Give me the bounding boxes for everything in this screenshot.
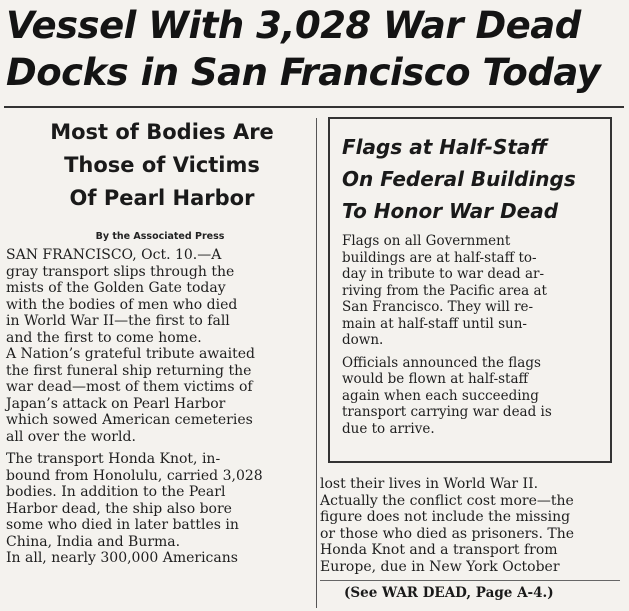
sidebar-paragraph-1 bbox=[342, 233, 604, 349]
subhead-line-2: Those of Victims bbox=[64, 153, 260, 177]
continuation-line: Actually the conflict cost more—the bbox=[320, 492, 574, 509]
sidebar-line: day in tribute to war dead ar- bbox=[342, 266, 545, 282]
story-line: war dead—most of them victims of bbox=[6, 379, 253, 395]
sidebar-line: would be flown at half-staff bbox=[342, 371, 529, 387]
sidebar-box bbox=[328, 117, 612, 463]
sidebar-paragraph-2 bbox=[342, 355, 604, 438]
sidebar-title-line-1: Flags at Half-Staff bbox=[342, 135, 548, 159]
sidebar-line: riving from the Pacific area at bbox=[342, 282, 547, 299]
jump-rule bbox=[320, 580, 620, 581]
continuation-paragraph bbox=[320, 476, 620, 575]
subheadline bbox=[22, 116, 302, 215]
column-divider bbox=[316, 118, 317, 608]
sidebar-body bbox=[342, 233, 604, 437]
sidebar-line: Officials announced the flags bbox=[342, 354, 541, 371]
story-line: A Nation’s grateful tribute awaited bbox=[6, 346, 255, 362]
headline-rule bbox=[4, 106, 624, 108]
headline-line-2: Docks in San Francisco Today bbox=[6, 51, 601, 94]
story-paragraph-2 bbox=[6, 346, 309, 445]
story-line: The transport Honda Knot, in- bbox=[6, 451, 221, 467]
story-paragraph-1 bbox=[6, 247, 309, 346]
jump-line: (See WAR DEAD, Page A-4.) bbox=[344, 585, 554, 601]
continuation-column bbox=[320, 476, 620, 575]
story-line: SAN FRANCISCO, Oct. 10.—A bbox=[6, 247, 222, 263]
sidebar-line: down. bbox=[342, 332, 384, 348]
continuation-line: Europe, due in New York October bbox=[320, 558, 560, 575]
story-line: in World War II—the first to fall bbox=[6, 313, 230, 329]
story-line: bodies. In addition to the Pearl bbox=[6, 484, 226, 500]
story-line: all over the world. bbox=[6, 428, 136, 445]
story-line: and the first to come home. bbox=[6, 329, 202, 346]
story-line: In all, nearly 300,000 Americans bbox=[6, 550, 238, 566]
main-story-column bbox=[6, 247, 309, 567]
story-line: mists of the Golden Gate today bbox=[6, 280, 226, 296]
sidebar-line: buildings are at half-staff to- bbox=[342, 249, 537, 266]
sidebar-line: again when each succeeding bbox=[342, 387, 539, 404]
story-line: the first funeral ship returning the bbox=[6, 362, 252, 379]
story-line: China, India and Burma. bbox=[6, 533, 181, 550]
byline: By the Associated Press bbox=[95, 231, 225, 242]
sidebar-line: San Francisco. They will re- bbox=[342, 299, 534, 315]
story-line: Japan’s attack on Pearl Harbor bbox=[6, 395, 226, 412]
story-line: bound from Honolulu, carried 3,028 bbox=[6, 467, 263, 484]
sidebar-line: main at half-staff until sun- bbox=[342, 315, 527, 332]
sidebar-title bbox=[342, 131, 612, 227]
story-line: gray transport slips through the bbox=[6, 263, 235, 280]
continuation-line: or those who died as prisoners. The bbox=[320, 525, 575, 542]
headline bbox=[6, 2, 622, 96]
story-paragraph-3 bbox=[6, 451, 309, 550]
sidebar-line: transport carrying war dead is bbox=[342, 404, 552, 420]
story-paragraph-4 bbox=[6, 550, 309, 567]
sidebar-title-line-3: To Honor War Dead bbox=[342, 199, 559, 223]
sidebar-line: due to arrive. bbox=[342, 420, 435, 437]
subhead-line-1: Most of Bodies Are bbox=[50, 120, 274, 144]
story-line: some who died in later battles in bbox=[6, 517, 239, 533]
story-line: which sowed American cemeteries bbox=[6, 412, 253, 428]
continuation-line: lost their lives in World War II. bbox=[320, 476, 539, 492]
continuation-line: Honda Knot and a transport from bbox=[320, 542, 558, 558]
story-line: Harbor dead, the ship also bore bbox=[6, 500, 232, 517]
subhead-line-3: Of Pearl Harbor bbox=[69, 186, 255, 210]
sidebar-title-line-2: On Federal Buildings bbox=[342, 167, 576, 191]
story-line: with the bodies of men who died bbox=[6, 296, 238, 313]
headline-line-1: Vessel With 3,028 War Dead bbox=[6, 4, 581, 47]
sidebar-line: Flags on all Government bbox=[342, 233, 511, 249]
continuation-line: figure does not include the missing bbox=[320, 509, 571, 525]
